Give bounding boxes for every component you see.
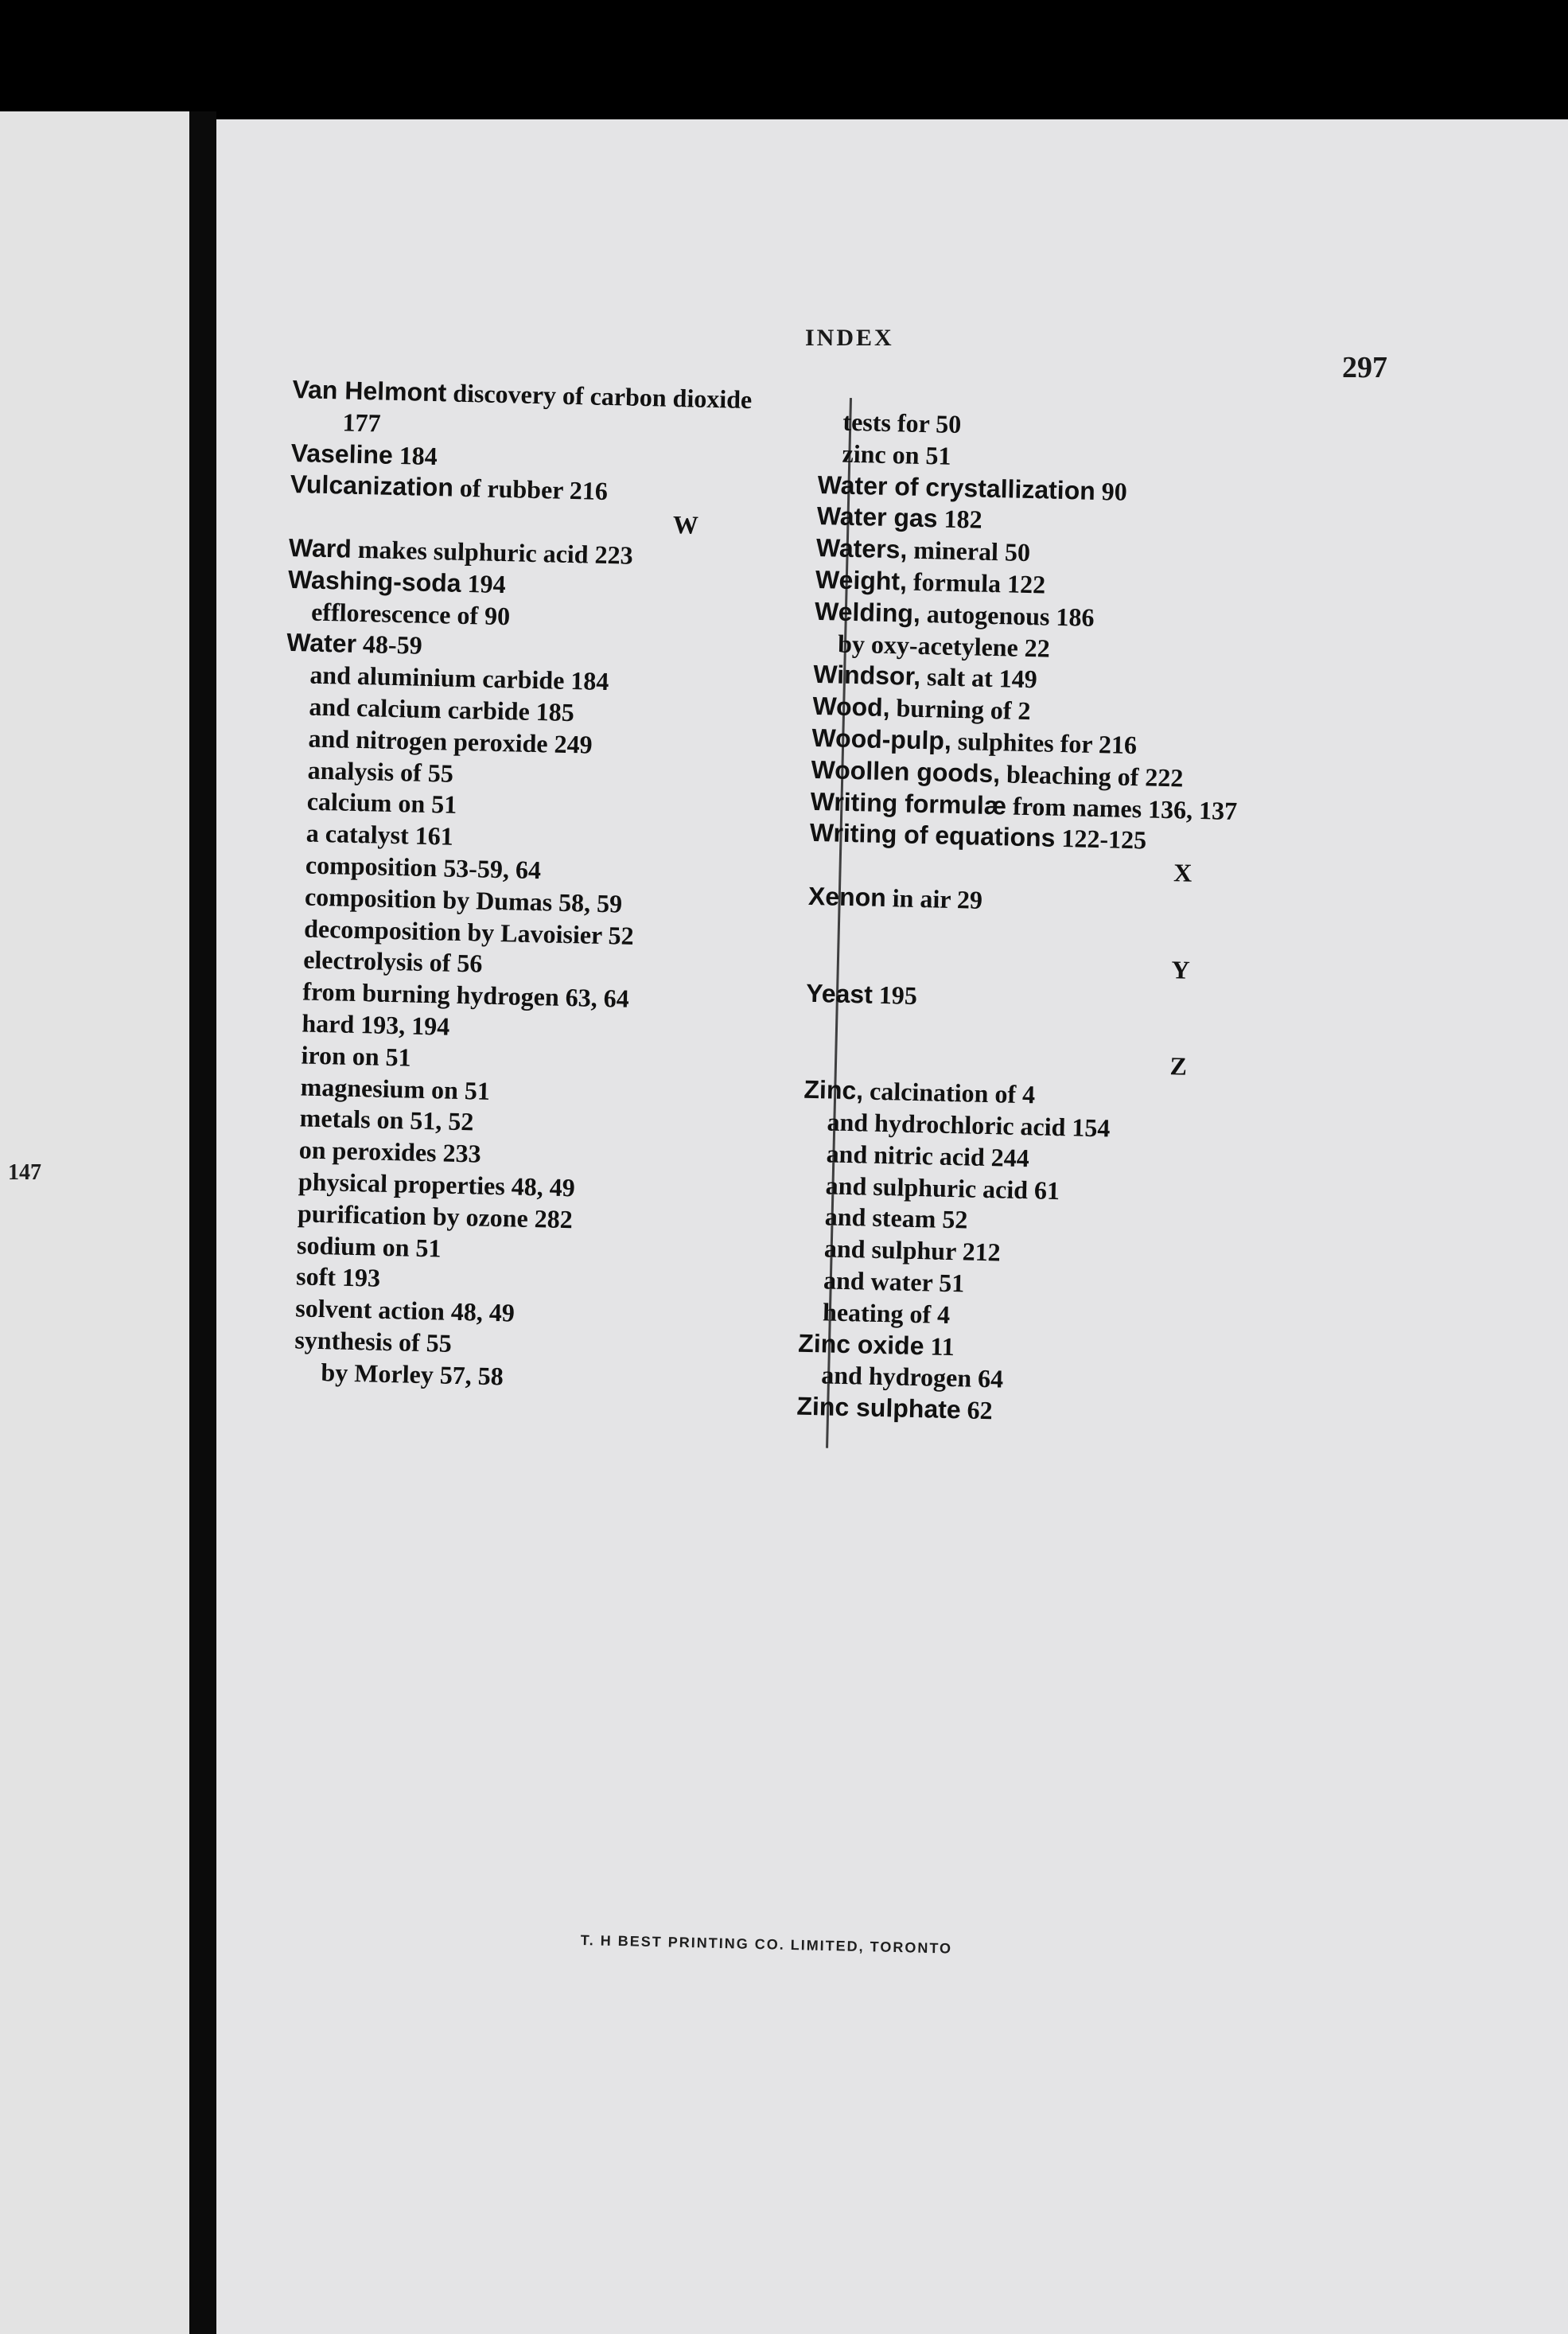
entry-text: autogenous 186 [920, 598, 1095, 632]
entry-text: zinc on 51 [842, 438, 951, 470]
entry-heading: Waters, [815, 533, 908, 564]
entry-text: and nitrogen peroxide 249 [308, 723, 593, 759]
entry-text: 177 [342, 407, 382, 438]
entry-text: composition 53-59, 64 [305, 850, 542, 885]
entry-text: by oxy-acetylene 22 [837, 629, 1051, 663]
entry-heading: Washing-soda [287, 564, 461, 598]
entry-heading: Van Helmont [292, 374, 447, 407]
entry-heading: Water gas [816, 501, 938, 533]
entry-text: iron on 51 [301, 1040, 412, 1072]
entry-text: solvent action 48, 49 [294, 1293, 516, 1327]
entry-text: from names 136, 137 [1006, 791, 1238, 825]
entry-text: 62 [960, 1395, 994, 1425]
entry-text: and sulphur 212 [823, 1233, 1002, 1267]
entry-text: efflorescence of 90 [310, 597, 511, 630]
index-column-right [796, 406, 1344, 1435]
entry-text: 122-125 [1055, 824, 1147, 855]
entry-text: in air 29 [885, 883, 983, 914]
entry-text: on peroxides 233 [298, 1135, 482, 1168]
entry-text: soft 193 [295, 1261, 381, 1293]
entry-text: 184 [392, 440, 438, 470]
entry-heading: Zinc, [803, 1074, 864, 1105]
entry-text: tests for 50 [842, 407, 962, 439]
entry-heading: Yeast [805, 978, 873, 1009]
book-gutter [189, 111, 216, 2334]
index-column-left [270, 374, 850, 1400]
entry-text: 182 [937, 504, 982, 535]
entry-text: composition by Dumas 58, 59 [304, 882, 623, 918]
entry-heading: Zinc oxide [797, 1328, 924, 1360]
entry-text: magnesium on 51 [300, 1071, 491, 1105]
entry-heading: Water of crystallization [817, 470, 1096, 505]
entry-text: formula 122 [906, 567, 1046, 599]
entry-text: heating of 4 [822, 1297, 951, 1329]
entry-text: discovery of carbon dioxide [445, 378, 753, 415]
entry-text: and steam 52 [824, 1202, 968, 1234]
entry-text: sodium on 51 [296, 1229, 442, 1263]
entry-text: from burning hydrogen 63, 64 [302, 976, 630, 1013]
entry-text: and calcium carbide 185 [309, 692, 575, 727]
entry-heading: Welding, [814, 596, 921, 628]
entry-text: and sulphuric acid 61 [825, 1170, 1060, 1205]
entry-text: calcium on 51 [306, 786, 457, 820]
entry-text: by Morley 57, 58 [321, 1357, 504, 1391]
entry-heading: Wood, [812, 692, 890, 723]
entry-heading: Writing formulæ [810, 786, 1007, 820]
entry-text: purification by ozone 282 [297, 1198, 574, 1233]
entry-text: and hydrochloric acid 154 [827, 1107, 1111, 1143]
section-letter: W [672, 510, 699, 540]
entry-heading: Zinc sulphate [796, 1391, 962, 1424]
printer-imprint: T. H BEST PRINTING CO. LIMITED, TORONTO [580, 1932, 953, 1957]
section-letter: Z [1169, 1051, 1188, 1081]
entry-text: hard 193, 194 [302, 1008, 450, 1041]
entry-text: analysis of 55 [307, 755, 454, 788]
entry-text: sulphites for 216 [951, 726, 1138, 760]
entry-heading: Ward [288, 532, 352, 563]
entry-text: mineral 50 [906, 535, 1031, 567]
entry-text: and nitric acid 244 [826, 1139, 1030, 1172]
entry-text: 11 [924, 1331, 955, 1361]
entry-text: of rubber 216 [453, 473, 609, 506]
left-page-number: 147 [8, 1160, 41, 1185]
entry-heading: Woollen goods, [811, 754, 1001, 789]
entry-text: 195 [872, 980, 918, 1010]
running-head: INDEX [805, 325, 894, 351]
entry-heading: Windsor, [812, 660, 921, 692]
entry-text: and hydrogen 64 [820, 1360, 1004, 1393]
entry-text: makes sulphuric acid 223 [351, 534, 633, 570]
entry-text: and water 51 [823, 1265, 965, 1298]
entry-heading: Wood-pulp, [811, 723, 952, 755]
section-letter: X [1173, 858, 1193, 887]
entry-heading: Vulcanization [290, 470, 454, 503]
entry-heading: Water [286, 628, 357, 659]
section-letter: Y [1171, 954, 1191, 984]
entry-text: electrolysis of 56 [302, 945, 483, 978]
entry-text: metals on 51, 52 [299, 1103, 474, 1136]
entry-text: 194 [461, 568, 506, 598]
entry-text: a catalyst 161 [305, 818, 454, 851]
entry-text: burning of 2 [889, 693, 1031, 726]
entry-text: 48-59 [356, 629, 423, 660]
entry-heading: Writing of equations [809, 818, 1056, 853]
entry-heading: Xenon [807, 881, 887, 913]
page-number: 297 [1342, 351, 1387, 384]
entry-text: 90 [1095, 476, 1128, 506]
entry-heading: Vaseline [290, 438, 394, 470]
entry-text: calcination of 4 [862, 1076, 1036, 1109]
entry-text: salt at 149 [920, 662, 1038, 694]
entry-heading: Weight, [815, 564, 908, 596]
left-page [0, 111, 189, 2334]
entry-text: synthesis of 55 [294, 1325, 453, 1358]
entry-text: physical properties 48, 49 [298, 1167, 576, 1202]
entry-text: bleaching of 222 [999, 759, 1184, 793]
entry-text: decomposition by Lavoisier 52 [303, 914, 635, 950]
entry-text: and aluminium carbide 184 [309, 660, 609, 696]
